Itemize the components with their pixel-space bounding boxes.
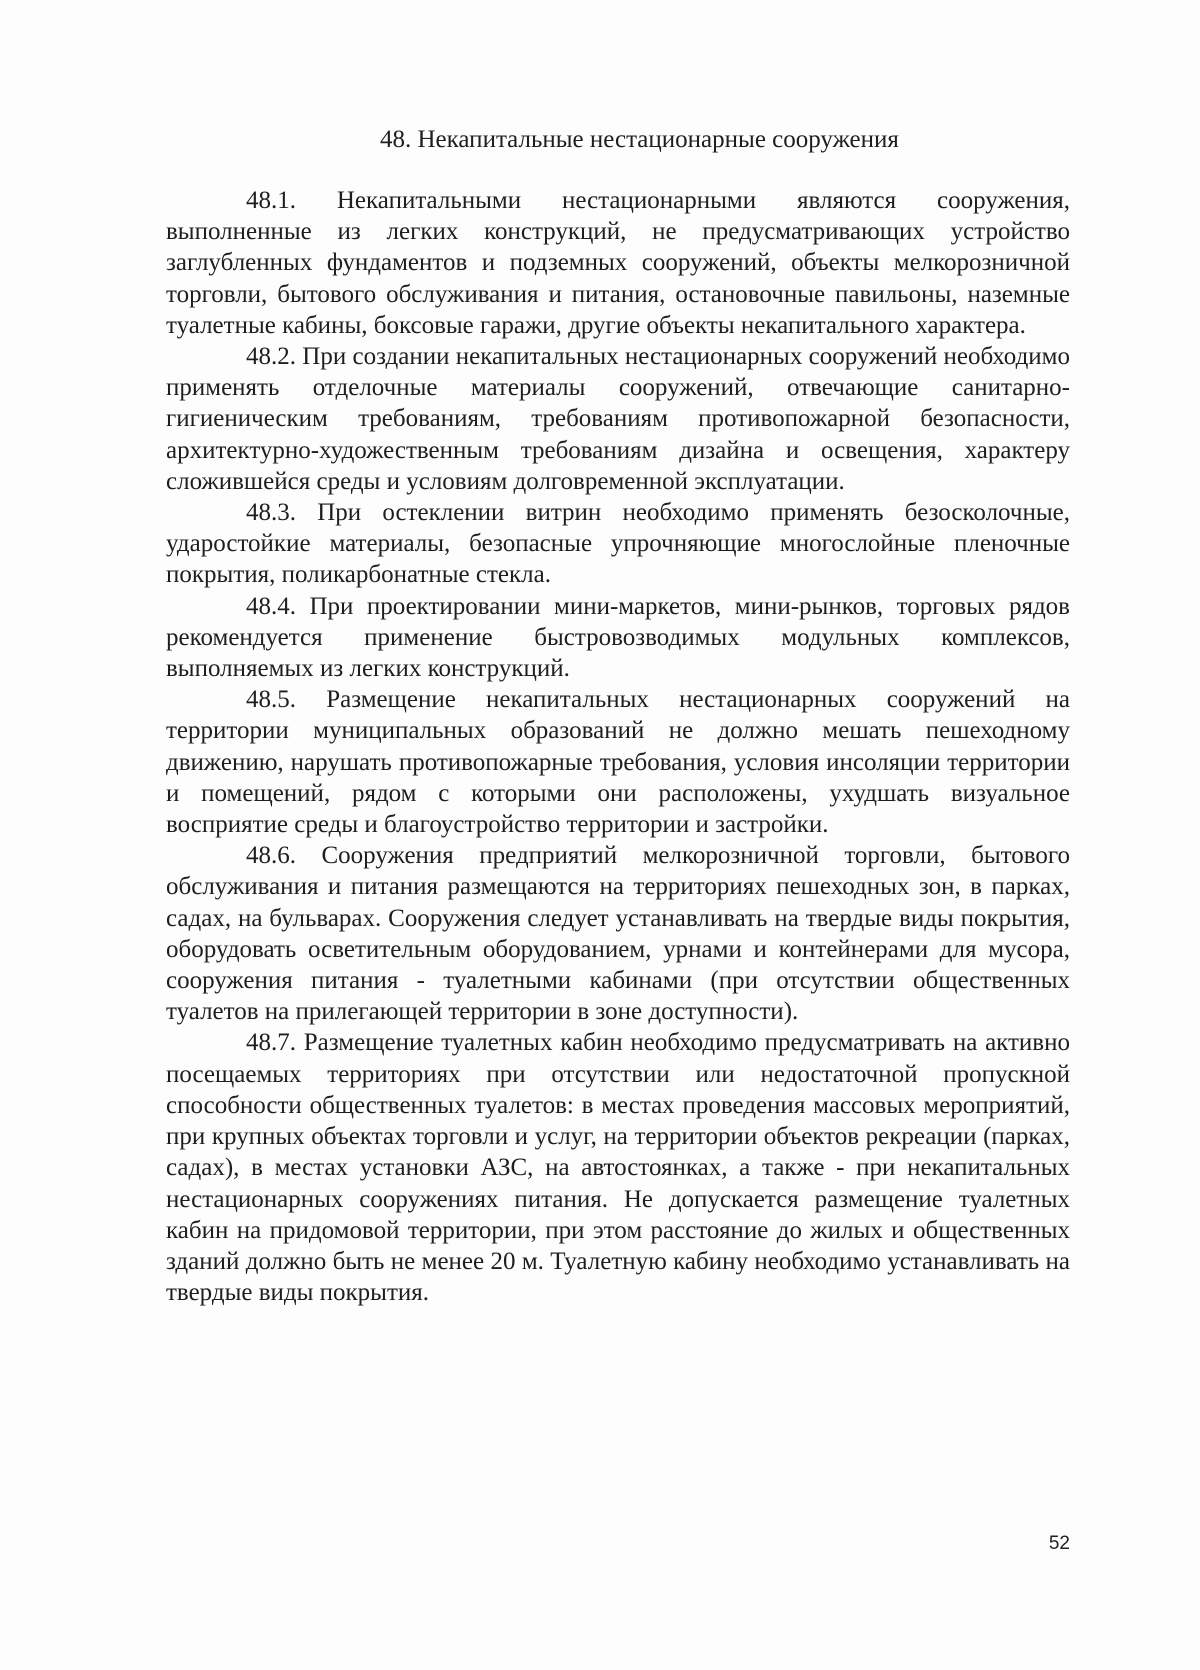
paragraph-48-3: 48.3. При остеклении витрин необходимо применять безосколочные, ударостойкие материалы, безопасные упрочняющие многослойные пленочные покрытия, поликарбонатные стекла. bbox=[166, 499, 1070, 589]
section-heading: 48. Некапитальные нестационарные сооружения bbox=[380, 126, 899, 153]
paragraph-48-7: 48.7. Размещение туалетных кабин необходимо предусматривать на активно посещаемых территориях при отсутствии или недостаточной пропускной способности общественных туалетов: в местах проведения массовых мероприятий, при крупных объектах торговли и услуг, на территории объектов рекреации (парках, садах), в местах установки АЗС, на автостоянках, а также - при некапитальных нестационарных сооружениях питания. Не допускается размещение туалетных кабин на придомовой территории, при этом расстояние до жилых и общественных зданий должно быть не менее 20 м. Туалетную кабину необходимо устанавливать на твердые виды покрытия. bbox=[166, 1029, 1070, 1307]
paragraph-48-2: 48.2. При создании некапитальных нестационарных сооружений необходимо применять отделочные материалы сооружений, отвечающие санитарно-гигиеническим требованиям, требованиям противопожарной безопасности, архитектурно-художественным требованиям дизайна и освещения, характеру сложившейся среды и условиям долговременной эксплуатации. bbox=[166, 343, 1070, 495]
page-number: 52 bbox=[1048, 1533, 1070, 1554]
paragraph-48-1: 48.1. Некапитальными нестационарными являются сооружения, выполненные из легких конструкций, не предусматривающих устройство заглубленных фундаментов и подземных сооружений, объекты мелкорозничной торговли, бытового обслуживания и питания, остановочные павильоны, наземные туалетные кабины, боксовые гаражи, другие объекты некапитального характера. bbox=[166, 187, 1070, 339]
paragraph-48-5: 48.5. Размещение некапитальных нестационарных сооружений на территории муниципальных образований не должно мешать пешеходному движению, нарушать противопожарные требования, условия инсоляции территории и помещений, рядом с которыми они расположены, ухудшать визуальное восприятие среды и благоустройство территории и застройки. bbox=[166, 686, 1070, 839]
paragraph-48-6: 48.6. Сооружения предприятий мелкорозничной торговли, бытового обслуживания и питания размещаются на территориях пешеходных зон, в парках, садах, на бульварах. Сооружения следует устанавливать на твердые виды покрытия, оборудовать осветительным оборудованием, урнами и контейнерами для мусора, сооружения питания - туалетными кабинами (при отсутствии общественных туалетов на прилегающей территории в зоне доступности). bbox=[166, 842, 1070, 1026]
section-body bbox=[166, 185, 1070, 1308]
paragraph-48-4: 48.4. При проектировании мини-маркетов, мини-рынков, торговых рядов рекомендуется применение быстровозводимых модульных комплексов, выполняемых из легких конструкций. bbox=[166, 592, 1070, 683]
